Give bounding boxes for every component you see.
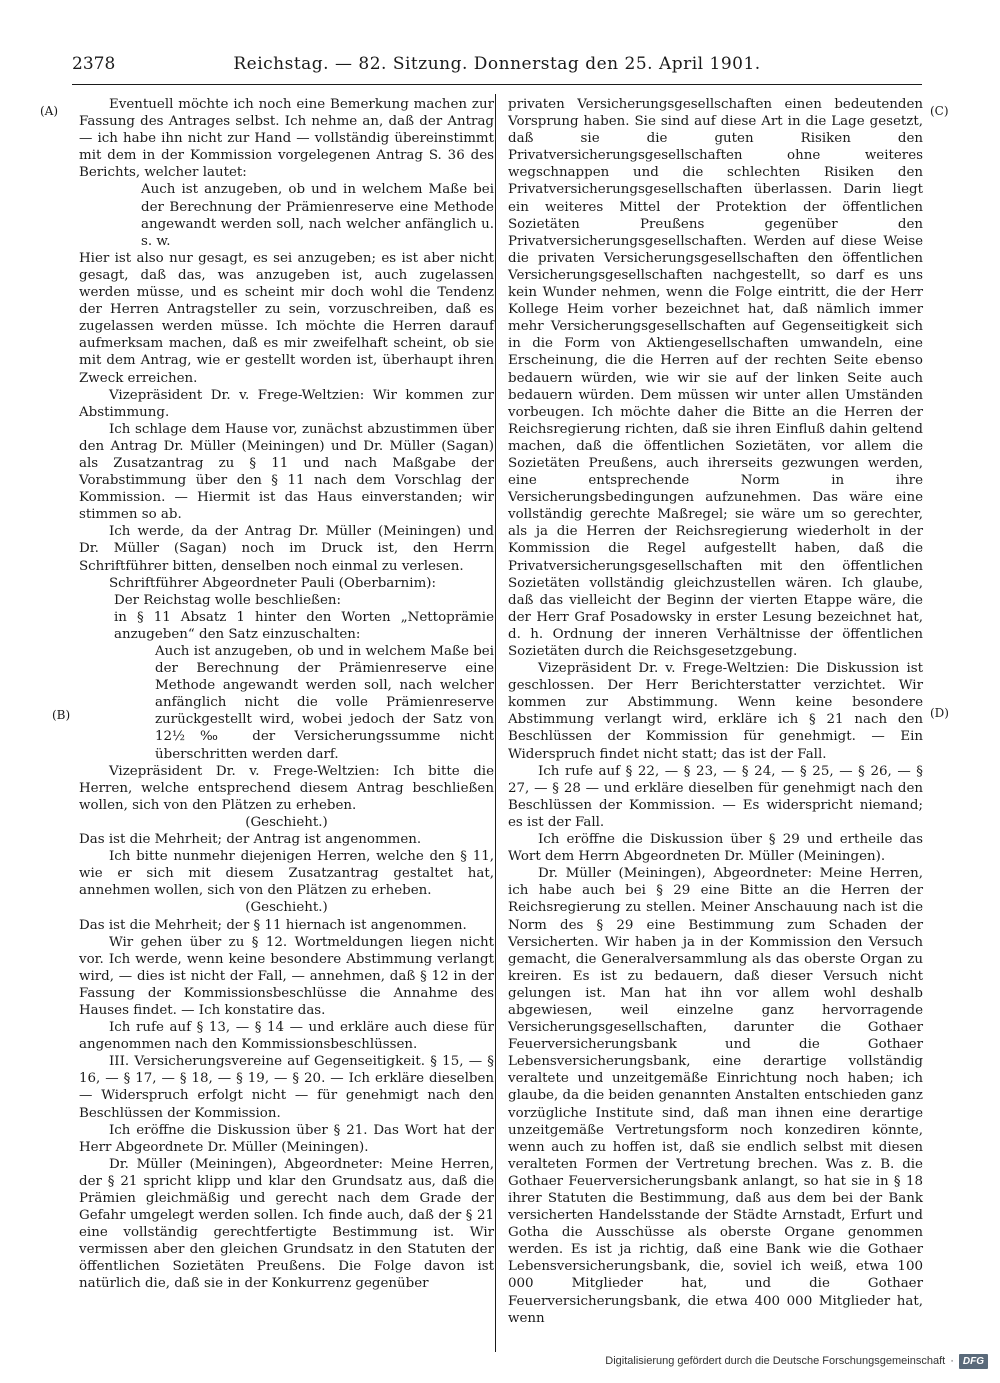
paragraph: Ich rufe auf § 22, — § 23, — § 24, — § 25, — § 26, — § 27, — § 28 — und erkläre dieselben für genehmigt nach den Beschlüssen der Kommission. — Es widerspricht niemand; es ist der Fall. — [508, 763, 923, 830]
paragraph: Ich bitte nunmehr diejenigen Herren, welche den § 11, wie er sich mit diesem Zusatzantrag gestaltet hat, annehmen wollen, sich von den Plätzen zu erheben. — [79, 849, 494, 899]
paragraph: Das ist die Mehrheit; der § 11 hiernach ist angenommen. — [79, 917, 467, 933]
paragraph: Ich eröffne die Diskussion über § 29 und ertheile das Wort dem Herrn Abgeordneten Dr. Müller (Meiningen). — [508, 832, 923, 865]
quoted-motion: Auch ist anzugeben, ob und in welchem Maße bei der Berechnung der Prämienreserve eine Methode angewandt werden soll, nach welcher anfänglich u. s. w. — [141, 182, 494, 249]
motion-intro: Der Reichstag wolle beschließen: — [114, 592, 342, 608]
separator-dot: · — [950, 1355, 954, 1367]
speaker-paragraph: Vizepräsident Dr. v. Frege-Weltzien: Ich bitte die Herren, welche entsprechend diesem Antrag beschließen wollen, sich von den Plätzen zu erheben. — [79, 763, 494, 813]
footer-credit: Digitalisierung gefördert durch die Deutsche Forschungsgemeinschaft — [605, 1355, 946, 1367]
stage-direction: (Geschieht.) — [245, 814, 328, 830]
page-number: 2378 — [72, 54, 116, 74]
speaker-paragraph: Vizepräsident Dr. v. Frege-Weltzien: Wir kommen zur Abstimmung. — [79, 387, 494, 420]
margin-marker-d: (D) — [930, 706, 949, 720]
quoted-motion: Auch ist anzugeben, ob und in welchem Maße bei der Berechnung der Prämienreserve eine Methode angewandt werden soll, nach welcher anfänglich nicht die volle Prämienreserve zurückgestellt wird, wobei jedoch der Satz von 12½‰ der Versicherungssumme nicht überschritten werden darf. — [155, 644, 494, 762]
page-header — [72, 54, 922, 78]
margin-marker-c: (C) — [930, 104, 949, 118]
column-divider — [495, 94, 496, 1352]
footer — [605, 1351, 988, 1371]
paragraph: III. Versicherungsvereine auf Gegenseitigkeit. § 15, — § 16, — § 17, — § 18, — § 19, — § 20. — Ich erkläre dieselben — Widerspruch erfolgt nicht — für genehmigt nach den Beschlüssen der Kommission. — [79, 1054, 494, 1121]
header-rule — [72, 84, 922, 85]
right-column — [508, 96, 923, 1327]
speaker-paragraph: Dr. Müller (Meiningen), Abgeordneter: Meine Herren, der § 21 spricht klipp und klar den Grundsatz aus, daß die Prämien gleichmäßig und gerecht nach dem Grade der Gefahr umgelegt werden sollen. Ich finde auch, daß der § 21 eine vollständig gerechtfertigte Bestimmung ist. Wir vermissen aber den gleichen Grundsatz in den Statuten der öffentlichen Sozietäten Preußens. Die Folge davon ist natürlich die, daß sie in der Konkurrenz gegenüber — [79, 1156, 494, 1292]
speaker-paragraph: Vizepräsident Dr. v. Frege-Weltzien: Die Diskussion ist geschlossen. Der Herr Berichterstatter verzichtet. Wir kommen zur Abstimmung. Wenn keine besondere Abstimmung verlangt wird, erkläre ich § 21 nach den Beschlüssen der Kommission für genehmigt. — Ein Widerspruch findet nicht statt; das ist der Fall. — [508, 661, 923, 762]
speaker-paragraph: Schriftführer Abgeordneter Pauli (Oberbarnim): — [109, 575, 437, 591]
paragraph: Hier ist also nur gesagt, es sei anzugeben; es ist aber nicht gesagt, daß das, was anzugeben ist, auch zugelassen werden müsse, und es scheint mir doch wohl die Tendenz der Herren Antragsteller zu sein, vorzuschreiben, daß es zugelassen werden müsse. Ich möchte die Herren darauf aufmerksam machen, daß es mir zweifelhaft scheint, ob sie mit dem Antrag, wie er gestellt worden ist, überhaupt ihren Zweck erreichen. — [79, 250, 494, 386]
paragraph: privaten Versicherungsgesellschaften einen bedeutenden Vorsprung haben. Sie sind auf diese Art in die Lage gesetzt, daß sie die guten Risiken den Privatversicherungsgesellschaften ohne weiteres wegschnappen und die schlechten Risiken den Privatversicherungsgesellschaften überlassen. Darin liegt ein weiteres Mittel der Protektion der öffentlichen Sozietäten Preußens gegenüber den Privatversicherungsgesellschaften. Werden auf diese Weise die privaten Versicherungsgesellschaften den öffentlichen Versicherungsgesellschaften nachgestellt, so darf es uns kein Wunder nehmen, wenn die Folge eintritt, die der Herr Kollege Heim vorher bezeichnet hat, daß nämlich immer mehr Versicherungsgesellschaften auf Gegenseitigkeit sich in die Form von Aktiengesellschaften umwandeln, eine Erscheinung, die die Herren auf der rechten Seite ebenso bedauern würden, wie wir sie auf der linken Seite auch bedauern würden. Dem müssen wir unter allen Umständen vorbeugen. Ich möchte daher die Bitte an die Herren der Reichsregierung richten, daß sie ihren Einfluß dahin geltend machen, daß die öffentlichen Sozietäten, vor allem die Sozietäten Preußens, auch ihrerseits gezwungen werden, eine entsprechende Norm in ihre Versicherungsbedingungen aufzunehmen. Das wäre eine vollständig gerechte Maßregel; sie wäre um so gerechter, als ja die Herren der Reichsregierung wiederholt in der Kommission die Regel aufgestellt haben, daß die Privatversicherungsgesellschaften mit den öffentlichen Sozietäten vollständig gleichzustellen wären. Ich glaube, daß das vielleicht der Beginn der vierten Etappe wäre, die der Herr Graf Posadowsky in erster Lesung bezeichnet hat, d. h. Ordnung der inneren Verhältnisse der öffentlichen Sozietäten durch die Reichsgesetzgebung. — [508, 97, 923, 659]
running-title: Reichstag. — 82. Sitzung. Donnerstag den 25. April 1901. — [233, 54, 761, 74]
speaker-paragraph: Dr. Müller (Meiningen), Abgeordneter: Meine Herren, ich habe auch bei § 29 eine Bitte an die Herren der Reichsregierung zu stellen. Meiner Anschauung nach ist die Norm des § 29 eine Bestimmung zum Schaden der Versicherten. Wir haben ja in der Kommission den Versuch gemacht, die Generalversammlung als das oberste Organ zu kreiren. Es ist zu bedauern, daß dieser Versuch nicht gelungen ist. Man hat ihn vor allem wohl deshalb abgewiesen, weil einzelne ganz hervorragende Versicherungsgesellschaften, darunter die Gothaer Feuerversicherungsbank und die Gothaer Lebensversicherungsbank, eine derartige vollständig veraltete und unzeitgemäße Einrichtung noch haben; ich glaube, da die beiden genannten Anstalten entschieden ganz vorzügliche Institute sind, daß man ihnen eine derartige unzeitgemäße Vertretungsform noch konzediren könnte, wenn auch zu hoffen ist, daß sie endlich selbst mit diesen veralteten Formen der Vertretung brechen. Was z. B. die Gothaer Feuerversicherungsbank anlangt, so hat sie in § 18 ihrer Statuten die Bestimmung, daß aus dem bei der Bank versicherten Handelsstande der Städte Arnstadt, Erfurt und Gotha die Ausschüsse als oberste Organe genommen werden. Es ist ja richtig, daß eine Bank wie die Gothaer Lebensversicherungsbank, die, soviel ich weiß, etwa 100 000 Mitglieder hat, und die Gothaer Feuerversicherungsbank, die etwa 400 000 Mitglieder hat, wenn — [508, 866, 923, 1326]
paragraph: Das ist die Mehrheit; der Antrag ist angenommen. — [79, 832, 422, 848]
paragraph: Ich schlage dem Hause vor, zunächst abzustimmen über den Antrag Dr. Müller (Meiningen) und Dr. Müller (Sagan) als Zusatzantrag zu § 11 und nach Maßgabe der Vorabstimmung über den § 11 nach dem Vorschlag der Kommission. — Hiermit ist das Haus einverstanden; wir stimmen so ab. — [79, 421, 494, 523]
margin-marker-b: (B) — [52, 708, 71, 722]
dfg-logo: DFG — [959, 1354, 988, 1369]
paragraph: Ich werde, da der Antrag Dr. Müller (Meiningen) und Dr. Müller (Sagan) noch im Druck ist, den Herrn Schriftführer bitten, denselben noch einmal zu verlesen. — [79, 524, 494, 574]
paragraph: Wir gehen über zu § 12. Wortmeldungen liegen nicht vor. Ich werde, wenn keine besondere Abstimmung verlangt wird, — dies ist nicht der Fall, — annehmen, daß § 12 in der Fassung der Kommissionsbeschlüsse die Annahme des Hauses findet. — Ich konstatire das. — [79, 934, 494, 1018]
paragraph: Ich rufe auf § 13, — § 14 — und erkläre auch diese für angenommen nach den Kommissionsbeschlüssen. — [79, 1020, 494, 1053]
paragraph: Eventuell möchte ich noch eine Bemerkung machen zur Fassung des Antrages selbst. Ich nehme an, daß der Antrag — ich habe ihn nicht zur Hand — vollständig übereinstimmt mit dem in der Kommission vorgelegenen Antrag S. 36 des Berichts, welcher lautet: — [79, 97, 494, 181]
left-column — [79, 96, 494, 1293]
stage-direction: (Geschieht.) — [245, 900, 328, 916]
margin-marker-a: (A) — [40, 104, 59, 118]
paragraph: Ich eröffne die Diskussion über § 21. Das Wort hat der Herr Abgeordnete Dr. Müller (Meiningen). — [79, 1122, 494, 1155]
motion-text: in § 11 Absatz 1 hinter den Worten „Nettoprämie anzugeben“ den Satz einzuschalten: — [114, 609, 494, 642]
